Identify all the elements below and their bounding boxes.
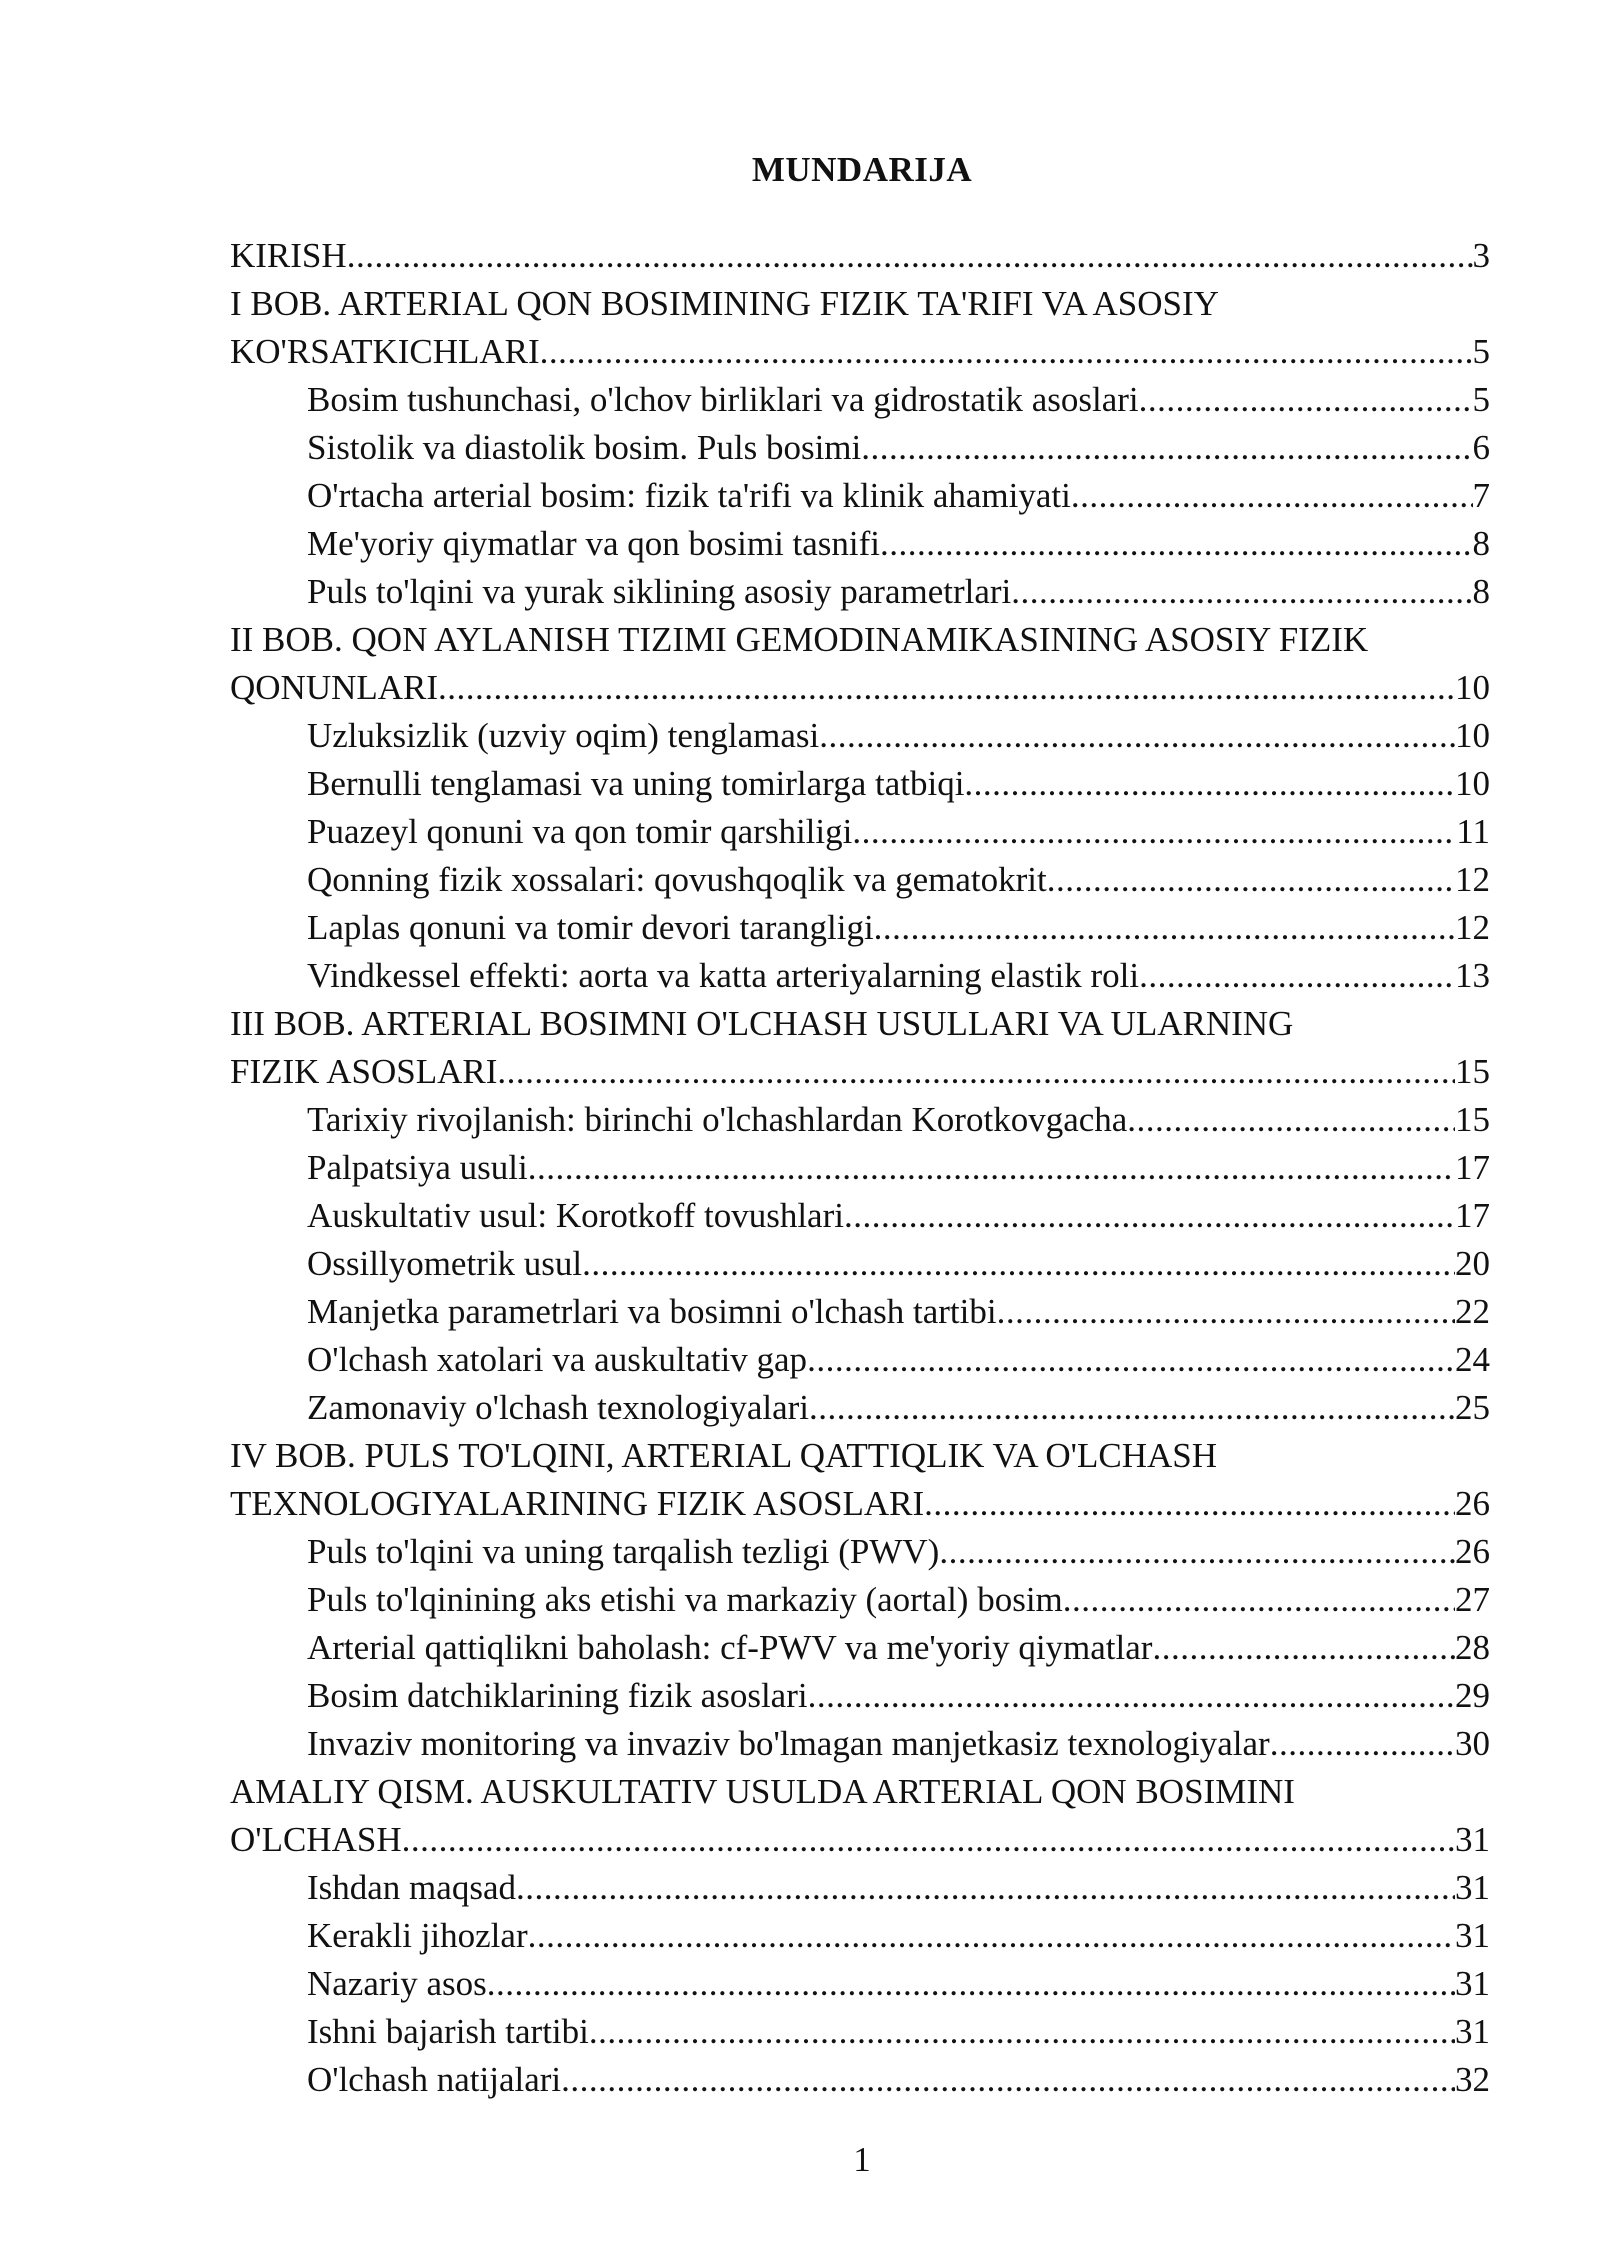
toc-entry-title: Bosim datchiklarining fizik asoslari — [307, 1676, 808, 1715]
toc-section-entry — [230, 1192, 1490, 1240]
dot-leader — [1063, 1576, 1455, 1624]
dot-leader — [874, 904, 1455, 952]
toc-entry-page-number: 26 — [1455, 1532, 1490, 1571]
toc-section-entry — [230, 904, 1490, 952]
toc-entry-page-number: 32 — [1455, 2060, 1490, 2099]
toc-entry-title: Qonning fizik xossalari: qovushqoqlik va gematokrit — [307, 860, 1047, 899]
toc-section-entry — [230, 1912, 1490, 1960]
dot-leader — [438, 664, 1455, 712]
dot-leader — [497, 1048, 1455, 1096]
toc-entry-title-line: I BOB. ARTERIAL QON BOSIMINING FIZIK TA'RIFI VA ASOSIY — [230, 284, 1219, 323]
toc-entry-title: Bernulli tenglamasi va uning tomirlarga tatbiqi — [307, 764, 965, 803]
toc-entry-page-number: 10 — [1455, 716, 1490, 755]
dot-leader — [1270, 1720, 1455, 1768]
dot-leader — [819, 712, 1455, 760]
toc-entry-title: KO'RSATKICHLARI — [230, 332, 540, 371]
toc-entry-title: O'lchash natijalari — [307, 2060, 562, 2099]
toc-entry-page-number: 10 — [1455, 764, 1490, 803]
toc-entry-page-number: 8 — [1472, 572, 1490, 611]
toc-entry-title: QONUNLARI — [230, 668, 439, 707]
toc-entry-title: O'lchash xatolari va auskultativ gap — [307, 1340, 808, 1379]
toc-chapter-entry — [230, 232, 1490, 280]
dot-leader — [844, 1192, 1455, 1240]
toc-chapter-entry — [230, 1000, 1490, 1096]
toc-entry-title: FIZIK ASOSLARI — [230, 1052, 498, 1091]
toc-entry-page-number: 15 — [1455, 1100, 1490, 1139]
dot-leader — [1139, 952, 1455, 1000]
toc-section-entry — [230, 1864, 1490, 1912]
toc-entry-title: Puazeyl qonuni va qon tomir qarshiligi — [307, 812, 853, 851]
toc-section-entry — [230, 1672, 1490, 1720]
toc-section-entry — [230, 1960, 1490, 2008]
toc-section-entry — [230, 568, 1490, 616]
toc-entry-page-number: 3 — [1472, 236, 1490, 275]
dot-leader — [347, 232, 1473, 280]
dot-leader — [1011, 568, 1472, 616]
toc-section-entry — [230, 1288, 1490, 1336]
toc-entry-title-line: II BOB. QON AYLANISH TIZIMI GEMODINAMIKASINING ASOSIY FIZIK — [230, 620, 1369, 659]
toc-chapter-entry — [230, 1432, 1490, 1528]
toc-section-entry — [230, 2056, 1490, 2104]
toc-entry-page-number: 6 — [1472, 428, 1490, 467]
dot-leader — [852, 808, 1456, 856]
toc-entry-page-number: 12 — [1455, 860, 1490, 899]
toc-section-entry — [230, 1720, 1490, 1768]
toc-chapter-entry — [230, 1768, 1490, 1864]
dot-leader — [582, 1240, 1455, 1288]
dot-leader — [807, 1336, 1455, 1384]
toc-section-entry — [230, 808, 1490, 856]
toc-entry-page-number: 8 — [1472, 524, 1490, 563]
dot-leader — [808, 1672, 1455, 1720]
toc-entry-title: Invaziv monitoring va invaziv bo'lmagan manjetkasiz texnologiyalar — [307, 1724, 1270, 1763]
toc-entry-title: Laplas qonuni va tomir devori tarangligi — [307, 908, 874, 947]
toc-entry-title: Tarixiy rivojlanish: birinchi o'lchashlardan Korotkovgacha — [307, 1100, 1128, 1139]
toc-entry-title-line: AMALIY QISM. AUSKULTATIV USULDA ARTERIAL QON BOSIMINI — [230, 1772, 1295, 1811]
toc-section-entry — [230, 856, 1490, 904]
toc-section-entry — [230, 1240, 1490, 1288]
dot-leader — [880, 520, 1472, 568]
toc-entry-title: Nazariy asos — [307, 1964, 487, 2003]
page-title: MUNDARIJA — [751, 150, 973, 189]
toc-entry-title: Me'yoriy qiymatlar va qon bosimi tasnifi — [307, 524, 881, 563]
toc-entry-page-number: 20 — [1455, 1244, 1490, 1283]
toc-section-entry — [230, 1336, 1490, 1384]
toc-section-entry — [230, 376, 1490, 424]
toc-entry-title: Uzluksizlik (uzviy oqim) tenglamasi — [307, 716, 820, 755]
dot-leader — [924, 1480, 1455, 1528]
dot-leader — [528, 1144, 1455, 1192]
toc-entry-page-number: 31 — [1455, 1964, 1490, 2003]
toc-entry-page-number: 26 — [1455, 1484, 1490, 1523]
toc-entry-page-number: 11 — [1456, 812, 1490, 851]
toc-entry-title: Ossillyometrik usul — [307, 1244, 583, 1283]
dot-leader — [997, 1288, 1455, 1336]
toc-entry-title: Zamonaviy o'lchash texnologiyalari — [307, 1388, 809, 1427]
toc-chapter-entry — [230, 280, 1490, 376]
toc-entry-title-line: IV BOB. PULS TO'LQINI, ARTERIAL QATTIQLIK VA O'LCHASH — [230, 1436, 1217, 1475]
dot-leader — [1127, 1096, 1455, 1144]
dot-leader — [540, 328, 1473, 376]
toc-entry-title: O'LCHASH — [230, 1820, 402, 1859]
toc-entry-title-line: III BOB. ARTERIAL BOSIMNI O'LCHASH USULLARI VA ULARNING — [230, 1004, 1294, 1043]
toc-entry-title: Auskultativ usul: Korotkoff tovushlari — [307, 1196, 844, 1235]
dot-leader — [939, 1528, 1455, 1576]
toc-entry-title: Ishdan maqsad — [307, 1868, 516, 1907]
dot-leader — [1071, 472, 1473, 520]
toc-section-entry — [230, 472, 1490, 520]
toc-entry-title: Sistolik va diastolik bosim. Puls bosimi — [307, 428, 862, 467]
toc-entry-page-number: 10 — [1455, 668, 1490, 707]
toc-entry-page-number: 25 — [1455, 1388, 1490, 1427]
toc-entry-page-number: 13 — [1455, 956, 1490, 995]
toc-section-entry — [230, 1096, 1490, 1144]
toc-entry-title: Vindkessel effekti: aorta va katta arteriyalarning elastik roli — [307, 956, 1140, 995]
toc-entry-page-number: 27 — [1455, 1580, 1490, 1619]
toc-entry-title: Palpatsiya usuli — [307, 1148, 528, 1187]
dot-leader — [1139, 376, 1473, 424]
toc-entry-title: Manjetka parametrlari va bosimni o'lchash tartibi — [307, 1292, 997, 1331]
toc-entry-page-number: 5 — [1472, 380, 1490, 419]
toc-entry-title: Bosim tushunchasi, o'lchov birliklari va gidrostatik asoslari — [307, 380, 1139, 419]
toc-entry-page-number: 17 — [1455, 1196, 1490, 1235]
dot-leader — [402, 1816, 1455, 1864]
toc-entry-title: Puls to'lqinining aks etishi va markaziy (aortal) bosim — [307, 1580, 1063, 1619]
dot-leader — [964, 760, 1455, 808]
toc-entry-title: Puls to'lqini va yurak siklining asosiy parametrlari — [307, 572, 1012, 611]
toc-section-entry — [230, 760, 1490, 808]
toc-section-entry — [230, 952, 1490, 1000]
dot-leader — [1047, 856, 1455, 904]
toc-entry-title: Ishni bajarish tartibi — [307, 2012, 589, 2051]
toc-entry-page-number: 31 — [1455, 2012, 1490, 2051]
toc-entry-page-number: 5 — [1472, 332, 1490, 371]
toc-section-entry — [230, 2008, 1490, 2056]
toc-section-entry — [230, 424, 1490, 472]
toc-entry-page-number: 17 — [1455, 1148, 1490, 1187]
toc-entry-title: KIRISH — [230, 236, 347, 275]
toc-entry-page-number: 7 — [1472, 476, 1490, 515]
toc-entry-page-number: 15 — [1455, 1052, 1490, 1091]
dot-leader — [861, 424, 1472, 472]
page-number: 1 — [853, 2140, 871, 2179]
dot-leader — [809, 1384, 1455, 1432]
dot-leader — [528, 1912, 1455, 1960]
toc-entry-title: O'rtacha arterial bosim: fizik ta'rifi va klinik ahamiyati — [307, 476, 1071, 515]
toc-section-entry — [230, 1384, 1490, 1432]
toc-entry-page-number: 30 — [1455, 1724, 1490, 1763]
dot-leader — [561, 2056, 1455, 2104]
toc-section-entry — [230, 1144, 1490, 1192]
toc-entry-page-number: 31 — [1455, 1868, 1490, 1907]
toc-section-entry — [230, 520, 1490, 568]
toc-chapter-entry — [230, 616, 1490, 712]
dot-leader — [516, 1864, 1455, 1912]
toc-entry-page-number: 31 — [1455, 1820, 1490, 1859]
dot-leader — [589, 2008, 1455, 2056]
toc-section-entry — [230, 1576, 1490, 1624]
toc-section-entry — [230, 712, 1490, 760]
toc-entry-page-number: 12 — [1455, 908, 1490, 947]
toc-entry-title: Kerakli jihozlar — [307, 1916, 528, 1955]
toc-section-entry — [230, 1528, 1490, 1576]
toc-entry-page-number: 24 — [1455, 1340, 1490, 1379]
toc-section-entry — [230, 1624, 1490, 1672]
toc-entry-page-number: 29 — [1455, 1676, 1490, 1715]
toc-entry-title: Arterial qattiqlikni baholash: cf-PWV va me'yoriy qiymatlar — [307, 1628, 1153, 1667]
toc-entry-page-number: 31 — [1455, 1916, 1490, 1955]
toc-entry-page-number: 22 — [1455, 1292, 1490, 1331]
dot-leader — [1152, 1624, 1455, 1672]
toc-entry-page-number: 28 — [1455, 1628, 1490, 1667]
table-of-contents — [230, 232, 1490, 2104]
toc-entry-title: TEXNOLOGIYALARINING FIZIK ASOSLARI — [230, 1484, 925, 1523]
dot-leader — [487, 1960, 1455, 2008]
toc-entry-title: Puls to'lqini va uning tarqalish tezligi (PWV) — [307, 1532, 940, 1571]
